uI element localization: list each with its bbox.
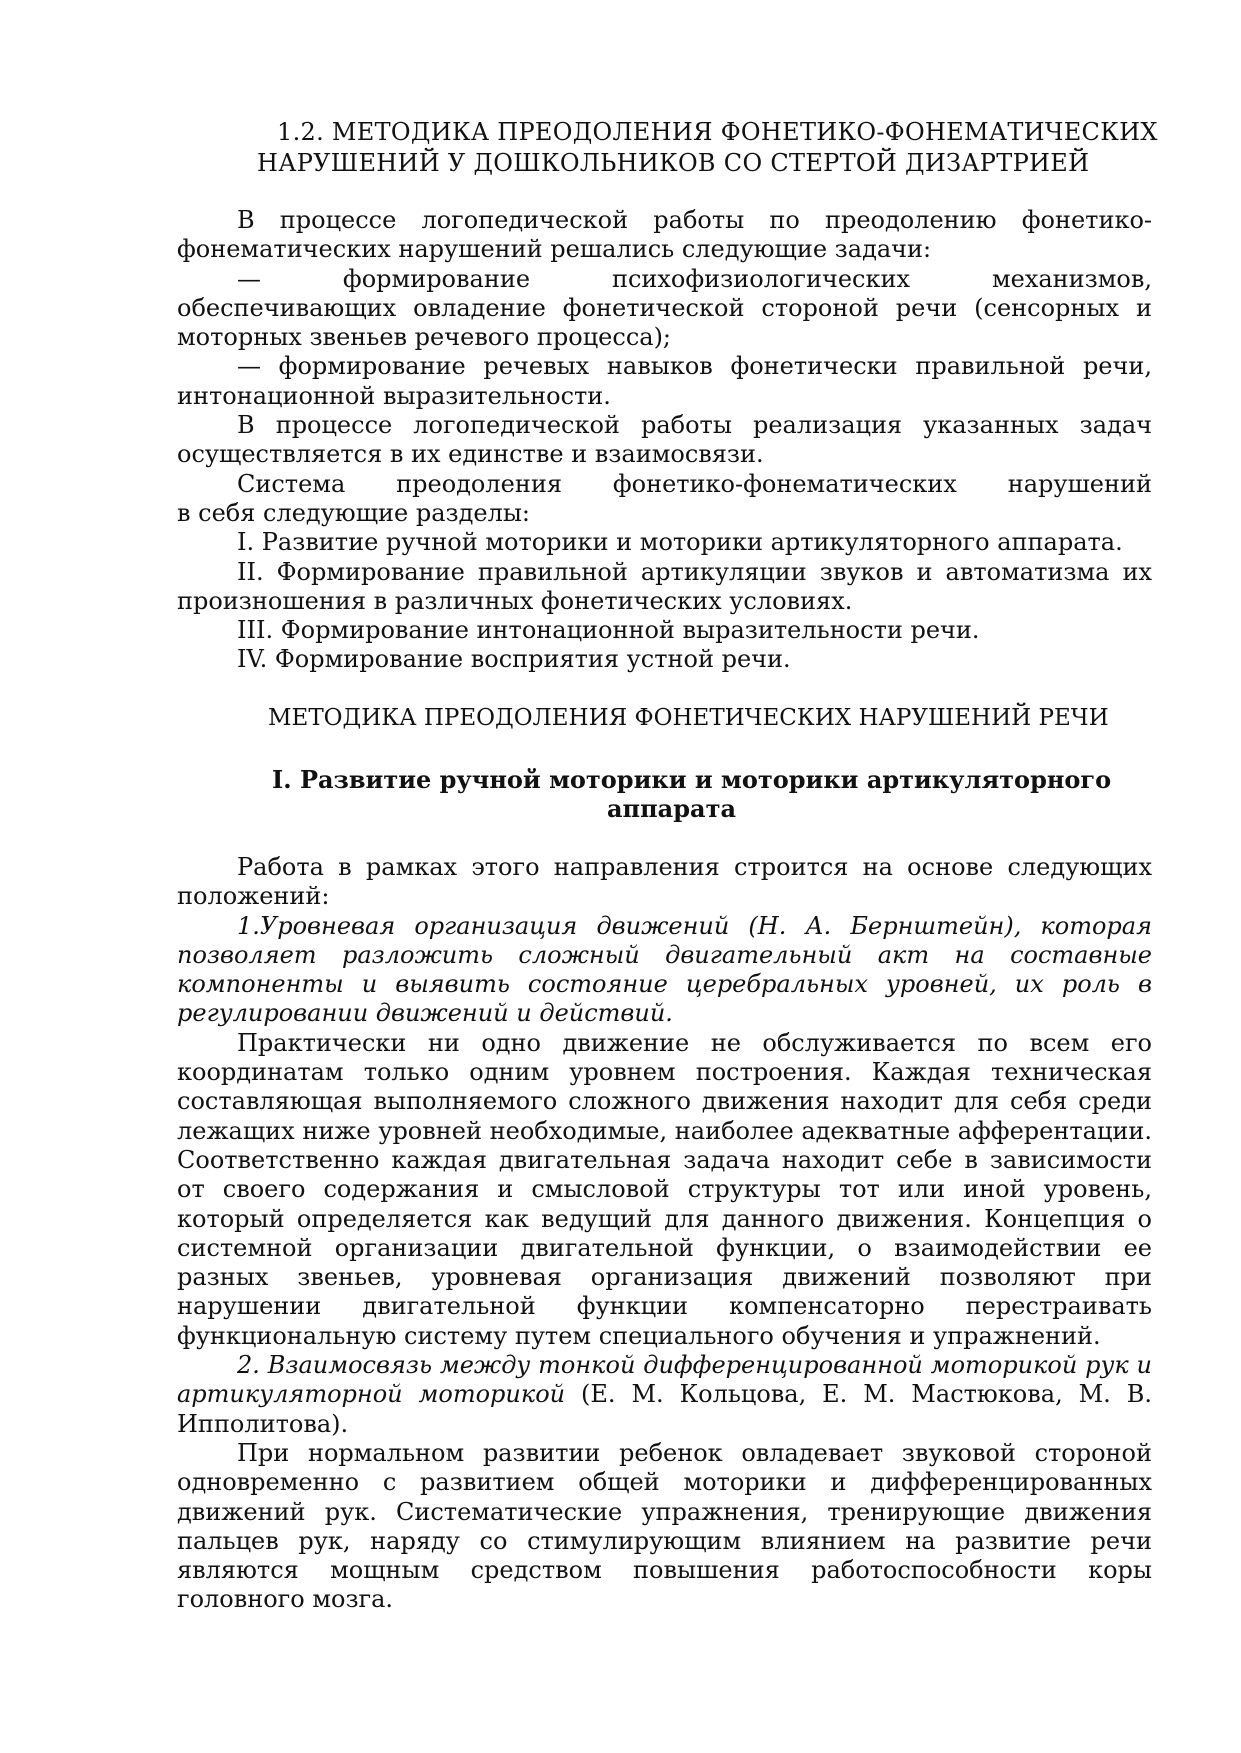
line-text: головного мозга. — [177, 1585, 394, 1614]
text-line — [177, 1468, 1152, 1497]
line-text: являются мощным средством повышения работоспособности коры — [177, 1556, 1152, 1585]
line-text: При нормальном развитии ребенок овладевает звуковой стороной — [237, 1438, 1152, 1467]
text-line — [177, 587, 1152, 616]
main-text-block — [177, 853, 1152, 1615]
text-line — [177, 294, 1152, 323]
line-text: Соответственно каждая двигательная задача находит себе в зависимости — [177, 1145, 1152, 1174]
text-line — [177, 1585, 1152, 1614]
text-line — [177, 1205, 1152, 1234]
intro-text-block — [177, 206, 1152, 675]
line-text: В процессе логопедической работы реализация указанных задач — [237, 411, 1152, 440]
text-line — [177, 616, 1152, 645]
text-line — [177, 882, 1152, 911]
text-line — [177, 1234, 1152, 1263]
text-line — [177, 970, 1152, 999]
text-line — [177, 1439, 1152, 1468]
text-line — [177, 1029, 1152, 1058]
line-text: движений рук. Систематические упражнения, тренирующие движения — [177, 1497, 1152, 1526]
text-line — [177, 853, 1152, 882]
line-text: обеспечивающих овладение фонетической стороной речи (сенсорных и — [177, 293, 1152, 322]
text-line — [177, 1117, 1152, 1146]
line-text: Система преодоления фонетико-фонематических нарушений — [237, 469, 1152, 498]
text-line — [177, 352, 1152, 381]
text-line — [177, 1087, 1152, 1116]
text-line — [177, 1498, 1152, 1527]
text-line — [177, 411, 1152, 440]
line-text: который определяется как ведущий для данного движения. Концепция о — [177, 1204, 1152, 1233]
subsection-heading-line-1: I. Развитие ручной моторики и моторики артикуляторного — [272, 765, 1112, 794]
section-heading: МЕТОДИКА ПРЕОДОЛЕНИЯ ФОНЕТИЧЕСКИХ НАРУШЕНИЙ РЕЧИ — [268, 705, 1109, 731]
line-text: моторных звеньев речевого процесса); — [177, 323, 672, 352]
text-line — [177, 1058, 1152, 1087]
text-line — [177, 323, 1152, 352]
line-text: осуществляется в их единстве и взаимосвязи. — [177, 440, 764, 469]
italic-text: 1.Уровневая организация движений (Н. А. Бернштейн), которая — [237, 911, 1152, 940]
text-line — [177, 1146, 1152, 1175]
text-line — [177, 1410, 1152, 1439]
text-line — [177, 528, 1152, 557]
line-text: III. Формирование интонационной выразительности речи. — [237, 616, 980, 645]
line-text: I. Развитие ручной моторики и моторики артикуляторного аппарата. — [237, 528, 1123, 557]
text-line — [177, 1175, 1152, 1204]
line-text: системной организации двигательной функции, о взаимодействии ее — [177, 1233, 1152, 1262]
text-line — [177, 499, 1152, 528]
line-text: разных звеньев, уровневая организация движений позволяют при — [177, 1263, 1152, 1292]
text-line — [177, 1556, 1152, 1585]
text-line — [177, 1380, 1152, 1409]
line-text: в себя следующие разделы: — [177, 498, 531, 527]
text-line — [177, 1263, 1152, 1292]
line-text: пальцев рук, наряду со стимулирующим влиянием на развитие речи — [177, 1526, 1152, 1555]
line-text: одновременно с развитием общей моторики и дифференцированных — [177, 1468, 1152, 1497]
line-text: функциональную систему путем специального обучения и упражнений. — [177, 1321, 1101, 1350]
citation-text: (Е. М. Кольцова, Е. М. Мастюкова, М. В. — [565, 1380, 1152, 1409]
text-line — [177, 999, 1152, 1028]
italic-text: регулировании движений и действий. — [177, 999, 673, 1028]
line-text: Ипполитова). — [177, 1409, 349, 1438]
text-line — [177, 440, 1152, 469]
line-text: — формирование речевых навыков фонетически правильной речи, — [237, 352, 1152, 381]
text-line — [177, 470, 1152, 499]
text-line — [177, 265, 1152, 294]
text-line — [177, 235, 1152, 264]
italic-text: артикуляторной моторикой — [177, 1380, 566, 1409]
line-text: координатам только одним уровнем построения. Каждая техническая — [177, 1058, 1152, 1087]
chapter-title-line-2: НАРУШЕНИЙ У ДОШКОЛЬНИКОВ СО СТЕРТОЙ ДИЗАРТРИЕЙ — [257, 149, 1090, 177]
italic-text: позволяет разложить сложный двигательный акт на составные — [177, 940, 1152, 969]
line-text: от своего содержания и смысловой структуры тот или иной уровень, — [177, 1175, 1152, 1204]
line-text: II. Формирование правильной артикуляции звуков и автоматизма их — [237, 557, 1152, 586]
line-text: Работа в рамках этого направления строится на основе следующих — [237, 853, 1152, 881]
text-line — [177, 645, 1152, 674]
line-text: В процессе логопедической работы по преодолению фонетико- — [237, 206, 1152, 234]
text-line — [177, 1292, 1152, 1321]
line-text: лежащих ниже уровней необходимые, наиболее адекватные афферентации. — [177, 1116, 1152, 1145]
chapter-title-line-1: 1.2. МЕТОДИКА ПРЕОДОЛЕНИЯ ФОНЕТИКО-ФОНЕМАТИЧЕСКИХ — [277, 118, 1158, 146]
line-text: — формирование психофизиологических механизмов, — [237, 264, 1152, 293]
italic-text: 2. Взаимосвязь между тонкой дифференцированной моторикой рук и — [237, 1351, 1152, 1380]
text-line — [177, 206, 1152, 235]
text-line — [177, 1322, 1152, 1351]
text-line — [177, 941, 1152, 970]
line-text: произношения в различных фонетических условиях. — [177, 586, 853, 615]
line-text: интонационной выразительности. — [177, 381, 611, 410]
text-line — [177, 1351, 1152, 1380]
line-text: составляющая выполняемого сложного движения находит для себя среди — [177, 1087, 1152, 1116]
line-text: нарушении двигательной функции компенсаторно перестраивать — [177, 1292, 1152, 1321]
text-line — [177, 382, 1152, 411]
line-text: Практически ни одно движение не обслуживается по всем его — [237, 1028, 1152, 1057]
line-text: IV. Формирование восприятия устной речи. — [237, 645, 791, 674]
text-line — [177, 558, 1152, 587]
line-text: фонематических нарушений решались следующие задачи: — [177, 235, 932, 264]
italic-text: компоненты и выявить состояние церебральных уровней, их роль в — [177, 970, 1152, 999]
subsection-heading-line-2: аппарата — [607, 794, 736, 823]
text-line — [177, 1527, 1152, 1556]
text-line — [177, 912, 1152, 941]
line-text: положений: — [177, 882, 330, 911]
